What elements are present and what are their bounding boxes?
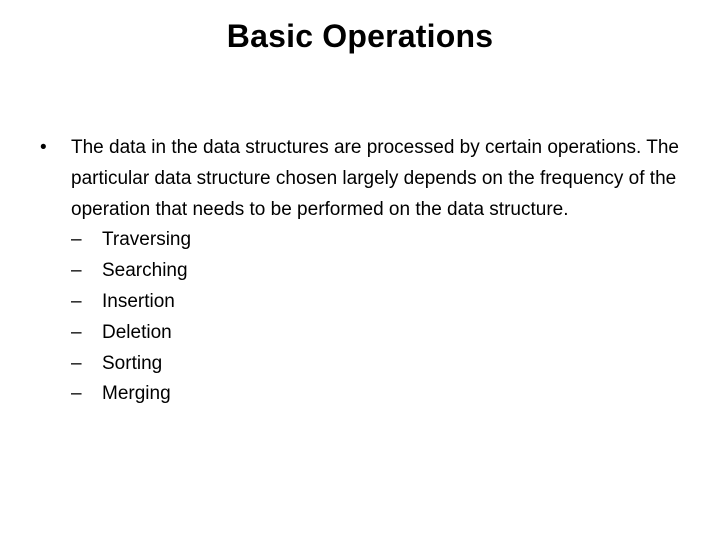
dash-icon: –: [71, 352, 82, 374]
list-item-label: Sorting: [102, 352, 163, 374]
dash-icon: –: [71, 383, 82, 405]
slide-body: [40, 133, 690, 410]
dash-icon: –: [71, 290, 82, 312]
list-item-merging: [40, 379, 690, 410]
list-item-deletion: [40, 318, 690, 349]
list-item-searching: [40, 256, 690, 287]
list-item-insertion: [40, 287, 690, 318]
list-item-label: Traversing: [102, 229, 192, 251]
slide-title: Basic Operations: [226, 18, 494, 54]
main-bullet: [40, 133, 690, 225]
list-item-label: Merging: [102, 383, 171, 405]
list-item-traversing: [40, 225, 690, 256]
list-item-label: Insertion: [102, 290, 175, 312]
dash-icon: –: [71, 229, 82, 251]
dash-icon: –: [71, 260, 82, 282]
operations-list: [40, 225, 690, 410]
list-item-label: Deletion: [102, 321, 172, 343]
bullet-paragraph: The data in the data structures are processed by certain operations. The particular data structure chosen largely depends on the frequency of the operation that needs to be performed on the data structure.: [71, 137, 679, 220]
bullet-icon: •: [40, 137, 47, 158]
dash-icon: –: [71, 321, 82, 343]
list-item-label: Searching: [102, 260, 188, 282]
list-item-sorting: [40, 349, 690, 380]
